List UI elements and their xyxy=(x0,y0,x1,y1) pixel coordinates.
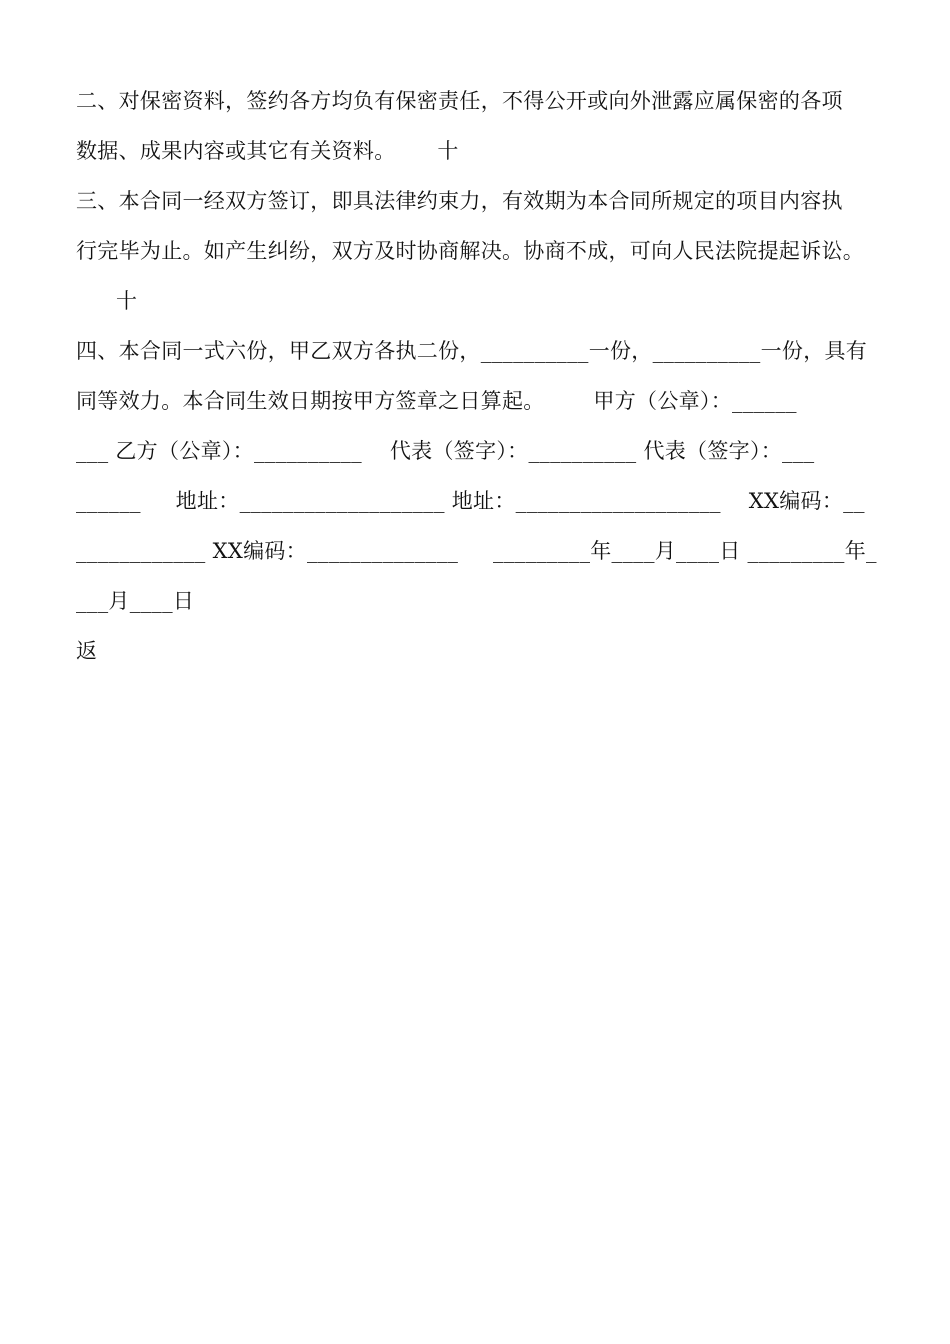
signature-line-3: ____________ XX编码：______________ _________年____月____日 _________年_ xyxy=(76,539,877,563)
clause-4-line-2: 同等效力。本合同生效日期按甲方签章之日算起。 甲方（公章）：______ xyxy=(76,389,797,413)
clause-4-line-1: 四、本合同一式六份，甲乙双方各执二份，__________一份，__________一份，具有 xyxy=(76,339,868,363)
clause-3-line-3: 十 xyxy=(116,289,138,313)
clause-3-line-1: 三、本合同一经双方签订，即具法律约束力，有效期为本合同所规定的项目内容执 xyxy=(76,189,843,213)
clause-2-line-1: 二、对保密资料，签约各方均负有保密责任，不得公开或向外泄露应属保密的各项 xyxy=(76,89,843,113)
signature-line-4: ___月____日 xyxy=(76,589,195,613)
clause-2-line-2: 数据、成果内容或其它有关资料。 十 xyxy=(76,139,459,163)
return-text: 返 xyxy=(76,639,98,663)
signature-line-1: ___ 乙方（公章）：__________ 代表（签字）：__________ 代表（签字）：___ xyxy=(76,439,815,463)
clause-3-line-2: 行完毕为止。如产生纠纷，双方及时协商解决。协商不成，可向人民法院提起诉讼。 xyxy=(76,239,865,263)
signature-line-2: ______ 地址：___________________ 地址：___________________ XX编码：__ xyxy=(76,489,865,513)
